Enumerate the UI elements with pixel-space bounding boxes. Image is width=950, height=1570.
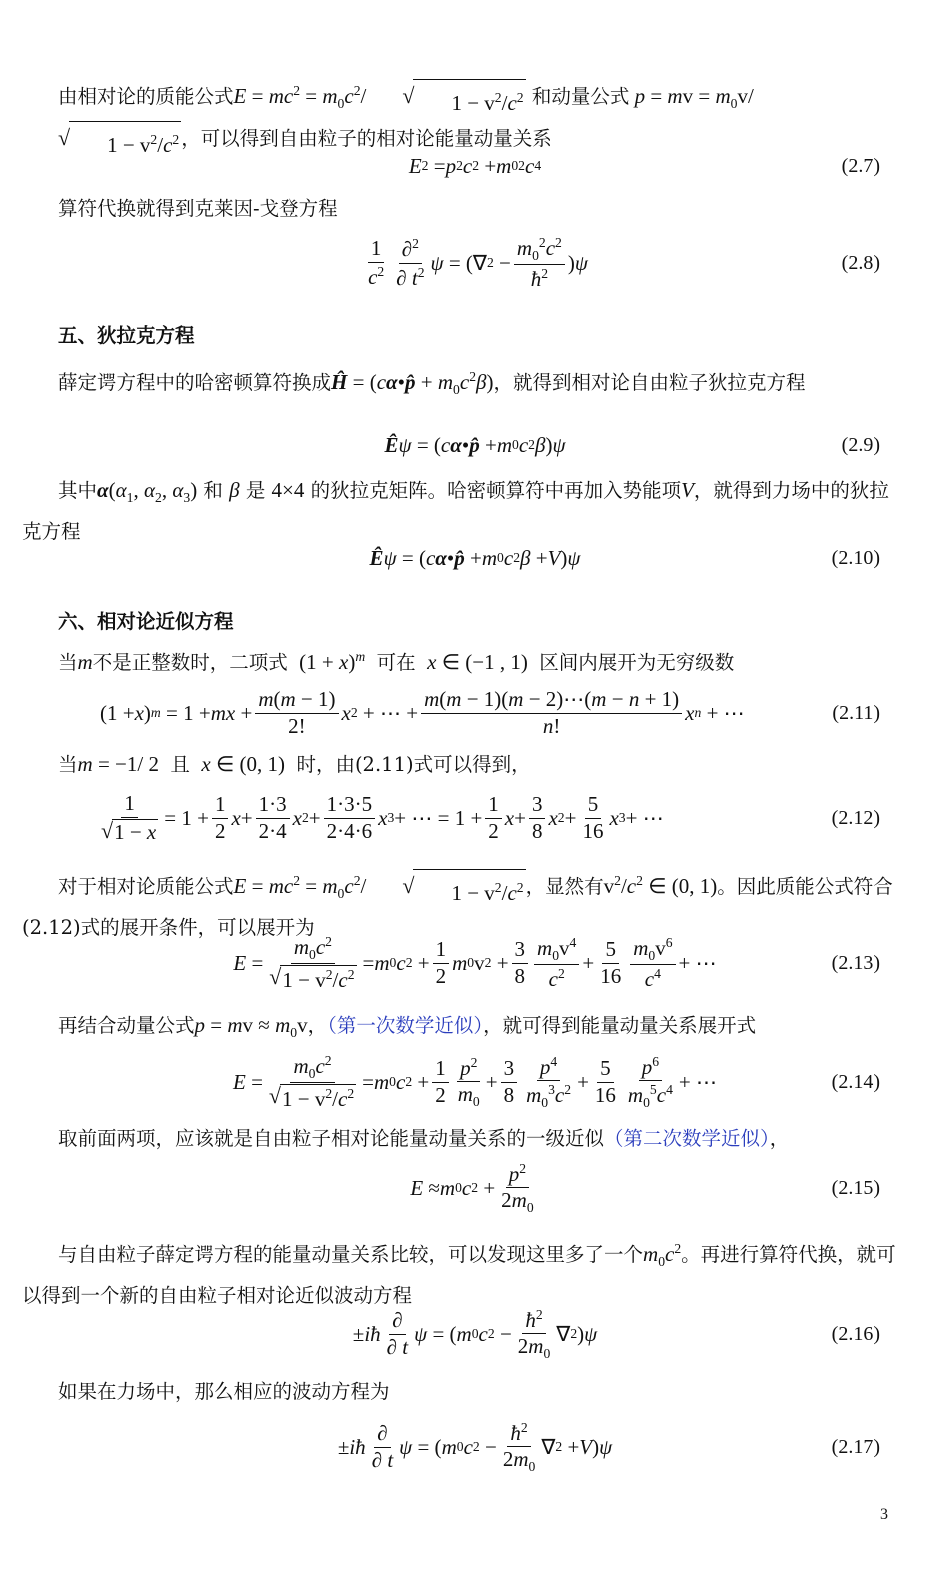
formula: β — [229, 478, 240, 502]
formula: $E = mc^2 = m_0c^2/$ √ $1 - v^2/c^2$ — [234, 874, 526, 898]
text: ， — [769, 1127, 790, 1150]
equation-body: $\frac{1}{c^2}$ $\frac{\partial^2}{\partial t^2}$ ψ = (∇ 2 − $\frac{m_0^2c^2}{ħ^2}$ ) ψ — [368, 234, 588, 292]
text: 时，由(2.11)式可以得到， — [296, 753, 531, 776]
formula: m = −1/ 2 — [77, 752, 165, 776]
equation-2-8 — [0, 233, 950, 293]
text: 可在 — [376, 651, 416, 674]
formula: x ∈ (−1 , 1) — [427, 650, 534, 674]
paragraph-second-approx — [22, 1122, 902, 1156]
equation-number: (2.13) — [831, 951, 880, 974]
highlight-first-approx: （第一次数学近似） — [327, 1014, 484, 1037]
formula-mass-energy: $E = mc^2 = m_0c^2/$ √ $1 - v^2/c^2$ — [234, 84, 526, 108]
highlight-second-approx: （第二次数学近似） — [604, 1127, 770, 1150]
text: 和 — [203, 479, 223, 502]
equation-number: (2.15) — [831, 1176, 880, 1199]
text: 的狄拉克矩阵。哈密顿算符中再加入势能项 — [310, 479, 682, 502]
equation-number: (2.16) — [831, 1322, 880, 1345]
text: ，就可得到能量动量关系展开式 — [483, 1014, 757, 1037]
equation-body: Ê ψ = ( c α • p̂ + m 0 c 2 β ) ψ — [384, 432, 566, 457]
equation-number: (2.7) — [841, 154, 880, 177]
equation-2-13 — [0, 933, 950, 993]
text: 如果在力场中，那么相应的波动方程为 — [58, 1380, 390, 1403]
equation-2-17 — [0, 1417, 950, 1477]
text: 其中 — [58, 479, 98, 502]
formula: $m_0c^2$ — [643, 1241, 682, 1270]
text: 且 — [170, 753, 190, 776]
formula: $(1 + x)^m$ — [293, 649, 366, 674]
paragraph-first-approx — [22, 1008, 902, 1050]
equation-number: (2.11) — [832, 701, 880, 724]
text: ，可以得到自由粒子的相对论能量动量关系 — [181, 127, 552, 151]
text: 是 — [245, 479, 266, 502]
equation-number: (2.14) — [831, 1070, 880, 1093]
text: ，显然有 — [525, 875, 604, 898]
page-number: 3 — [880, 1506, 888, 1523]
paragraph-binomial — [22, 640, 902, 680]
text: 区间内展开为无穷级数 — [539, 651, 735, 674]
equation-2-7 — [0, 136, 950, 196]
formula-momentum: p = mv = $m_0v/$ √ $1 - v^2/c^2$ — [22, 84, 754, 150]
text: 。因此质能公式符合(2.12)式的展开条件，可以展开为 — [22, 875, 893, 940]
paragraph-compare-schrodinger — [22, 1232, 902, 1313]
text: 再结合动量公式 — [58, 1014, 195, 1037]
equation-body: E = $m_0c^2$ √ $1 - v^2/c^2$ = m 0 c 2 + $\frac{1}{2}$ m 0 v 2 + $\frac{3}{8}$ $\frac{m_0v^4}{c^2}$ + $\frac{5}{16}$ $\frac{m_0v^6}{c^4}$ + ⋯ — [233, 933, 717, 993]
equation-number: (2.12) — [831, 806, 880, 829]
formula: m — [77, 650, 93, 674]
equation-body: E = $m_0c^2$ √ $1 - v^2/c^2$ = m 0 c 2 + $\frac{1}{2}$ $\frac{p^2}{m_0}$ + $\frac{3}{8}$ $\frac{p^4}{m_0^3c^2}$ + $\frac{5}{16}$ $\frac{p^6}{m_0^5c^4}$ + ⋯ — [232, 1052, 717, 1112]
text: 不是正整数时，二项式 — [92, 651, 288, 674]
text: 由相对论的质能公式 — [58, 85, 234, 108]
equation-2-16 — [0, 1304, 950, 1364]
equation-number: (2.8) — [841, 251, 880, 274]
formula: x ∈ (0, 1) — [201, 752, 291, 776]
equation-body: Ê ψ = ( c α • p̂ + m 0 c 2 β + V ) ψ — [369, 545, 581, 570]
equation-2-9 — [0, 415, 950, 475]
formula: V — [681, 478, 694, 502]
text: 和动量公式 — [531, 85, 630, 108]
equation-2-12 — [0, 788, 950, 848]
text: 。再进行算符代换，就可以得到一个新的自由粒子相对论近似波动方程 — [22, 1243, 896, 1308]
equation-2-14 — [0, 1052, 950, 1112]
formula: $v^2/c^2$ ∈ (0, 1) — [603, 873, 718, 898]
equation-number: (2.10) — [831, 546, 880, 569]
text: ，就得到力场中的狄拉克方程 — [22, 479, 889, 544]
section-heading-dirac: 五、狄拉克方程 — [58, 324, 195, 347]
formula: $\alpha(\alpha_1$, $\alpha_2$, $\alpha_3$) — [97, 478, 198, 506]
text: 算符代换就得到克莱因-戈登方程 — [58, 197, 338, 220]
formula: 4×4 — [271, 478, 305, 502]
formula-hamiltonian: Ĥ = (cα•p̂ + $m_0c^2\beta$) — [331, 369, 494, 398]
text: ， — [307, 1014, 328, 1037]
equation-body: ± iħ $\frac{\partial}{\partial t}$ ψ = ( m 0 c 2 − $\frac{ħ^2}{2m_0}$ ∇ 2 + V ) ψ — [337, 1419, 613, 1475]
paragraph-klein-gordon — [22, 192, 902, 226]
text: 取前面两项，应该就是自由粒子相对论能量动量关系的一级近似 — [58, 1127, 605, 1150]
text: 薛定谔方程中的哈密顿算符换成 — [58, 371, 332, 394]
equation-body: 1 √ 1 − x = 1 + $\frac{1}{2}$ x + $\frac{1\cdot 3}{2\cdot 4}$ x 2 + $\frac{1\cdot 3\cdot 5}{2\cdot 4\cdot 6}$ x 3 + ⋯ = 1 + $\frac{1}{2}$ x + $\frac{3}{8}$ x 2 + $\frac{5}{16}$ x 3 + ⋯ — [101, 791, 664, 844]
equation-body: (1 + x ) m = 1 + mx + $\frac{m(m - 1)}{2!}$ x 2 + ⋯ + $\frac{m(m - 1)(m - 2)\cdots(m - n + 1)}{n!}$ x n + ⋯ — [100, 687, 745, 738]
equation-body: E 2 = p 2 c 2 + m 0 2 c 4 — [408, 153, 542, 178]
equation-number: (2.17) — [831, 1435, 880, 1458]
formula: p = mv ≈ $m_0v$ — [194, 1013, 308, 1041]
equation-body: E ≈ m 0 c 2 + $\frac{p^2}{2m_0}$ — [410, 1160, 534, 1216]
text: 对于相对论质能公式 — [58, 875, 234, 898]
text: ，就得到相对论自由粒子狄拉克方程 — [493, 371, 806, 394]
text: 与自由粒子薛定谔方程的能量动量关系比较，可以发现这里多了一个 — [58, 1243, 644, 1266]
section-heading-approx: 六、相对论近似方程 — [58, 610, 234, 633]
paragraph-dirac-hamiltonian — [22, 360, 902, 407]
text: 当 — [58, 651, 78, 674]
equation-body: ± iħ $\frac{\partial}{\partial t}$ ψ = ( m 0 c 2 − $\frac{ħ^2}{2m_0}$ ∇ 2 ) ψ — [352, 1306, 598, 1362]
equation-number: (2.9) — [841, 433, 880, 456]
equation-2-15 — [0, 1158, 950, 1218]
paragraph-force-field — [22, 1375, 902, 1409]
equation-2-11 — [0, 683, 950, 743]
equation-2-10 — [0, 528, 950, 588]
text: 当 — [58, 753, 78, 776]
paragraph-m-half — [22, 747, 902, 782]
